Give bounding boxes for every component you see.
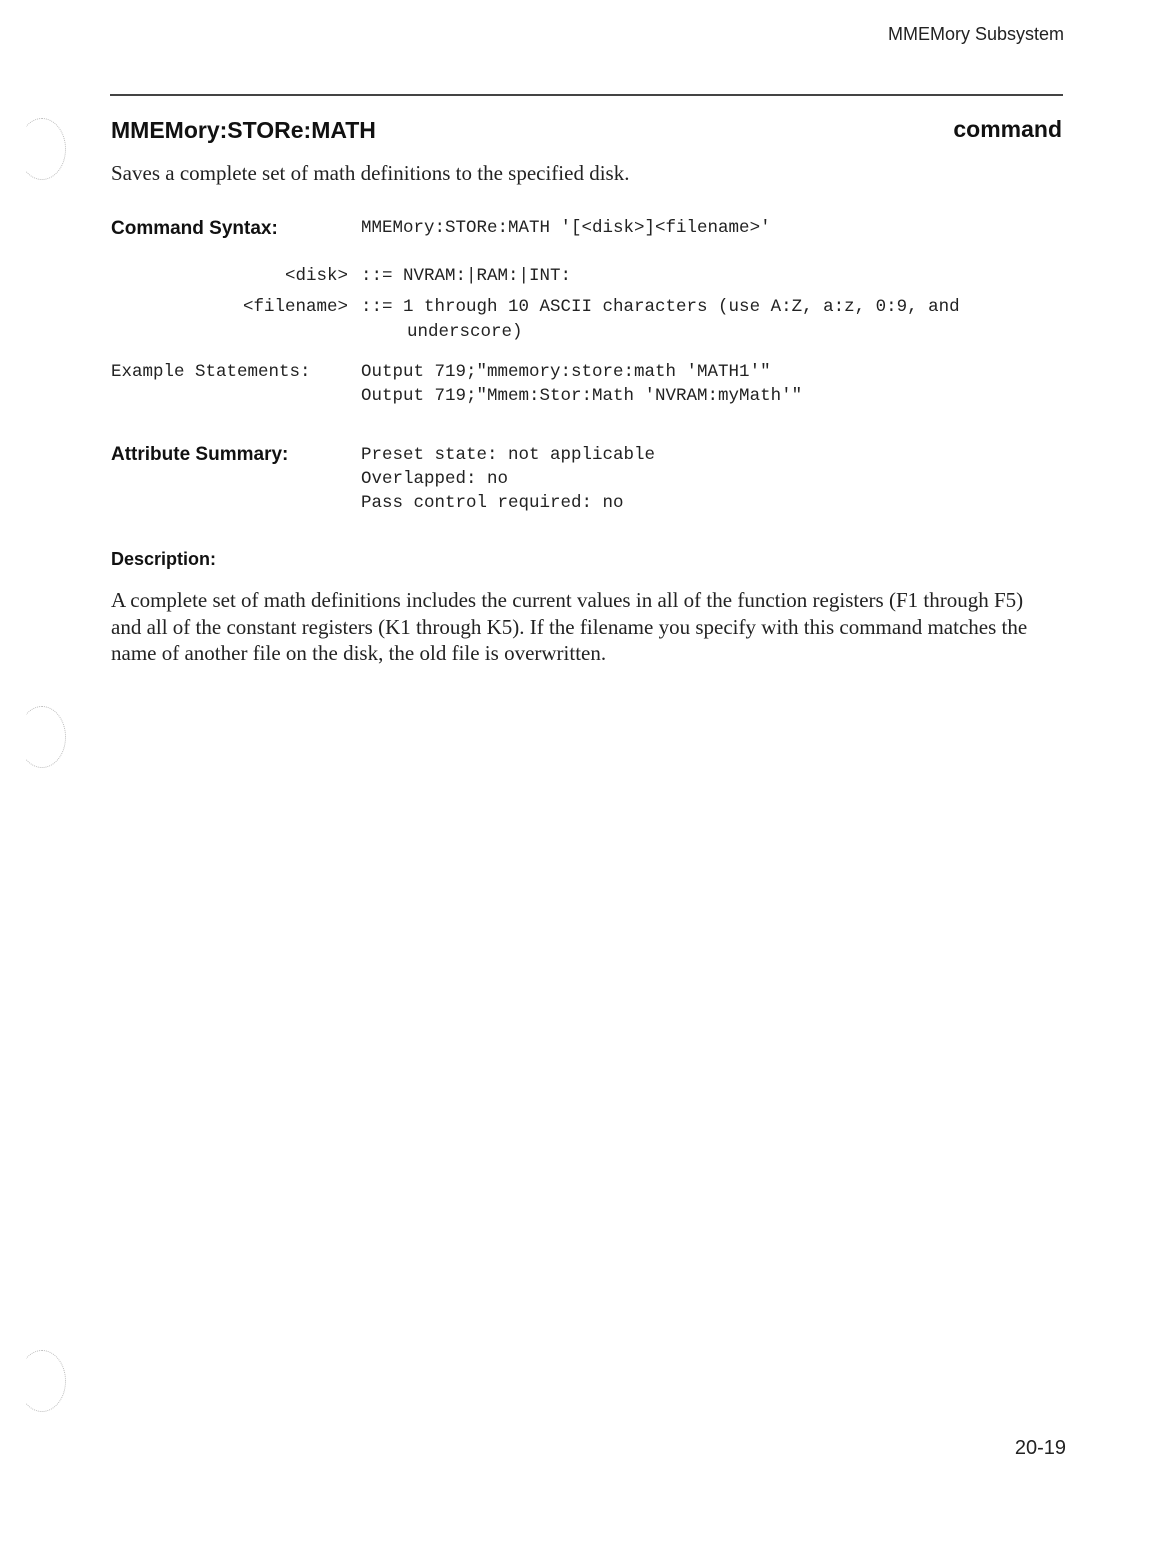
example-line: Output 719;"Mmem:Stor:Math 'NVRAM:myMath'" (361, 386, 803, 406)
syntax-label: Command Syntax: (111, 218, 278, 239)
attribute-line: Preset state: not applicable (361, 445, 656, 465)
running-header: MMEMory Subsystem (887, 24, 1064, 44)
param-name-disk: <disk> (284, 266, 348, 286)
attribute-line: Pass control required: no (361, 493, 624, 513)
header-rule (110, 94, 1063, 96)
param-definition-filename-continued: underscore) (407, 322, 523, 342)
command-summary: Saves a complete set of math definitions to the specified disk. (111, 161, 630, 185)
attribute-line: Overlapped: no (361, 469, 509, 489)
param-definition-disk: ::= NVRAM:|RAM:|INT: (361, 266, 572, 286)
punch-hole-bottom (18, 1350, 66, 1412)
examples-label: Example Statements: (111, 362, 311, 382)
example-line: Output 719;"mmemory:store:math 'MATH1'" (361, 362, 771, 382)
punch-hole-top (18, 118, 66, 180)
param-name-filename: <filename> (242, 297, 348, 317)
command-title: MMEMory:STORe:MATH (111, 117, 376, 143)
syntax-value: MMEMory:STORe:MATH '[<disk>]<filename>' (361, 218, 771, 238)
attributes-label: Attribute Summary: (111, 444, 289, 465)
page-number: 20-19 (1014, 1437, 1066, 1459)
description-label: Description: (111, 549, 217, 569)
punch-hole-middle (18, 706, 66, 768)
param-definition-filename: ::= 1 through 10 ASCII characters (use A:Z, a:z, 0:9, and (361, 297, 960, 317)
description-text: A complete set of math definitions includes the current values in all of the function registers (F1 through F5) and all of the constant registers (K1 through K5). If the filename you specify with this command matches the name of another file on the disk, the old file is overwritten. (111, 588, 1028, 665)
command-kind: command (953, 116, 1062, 142)
